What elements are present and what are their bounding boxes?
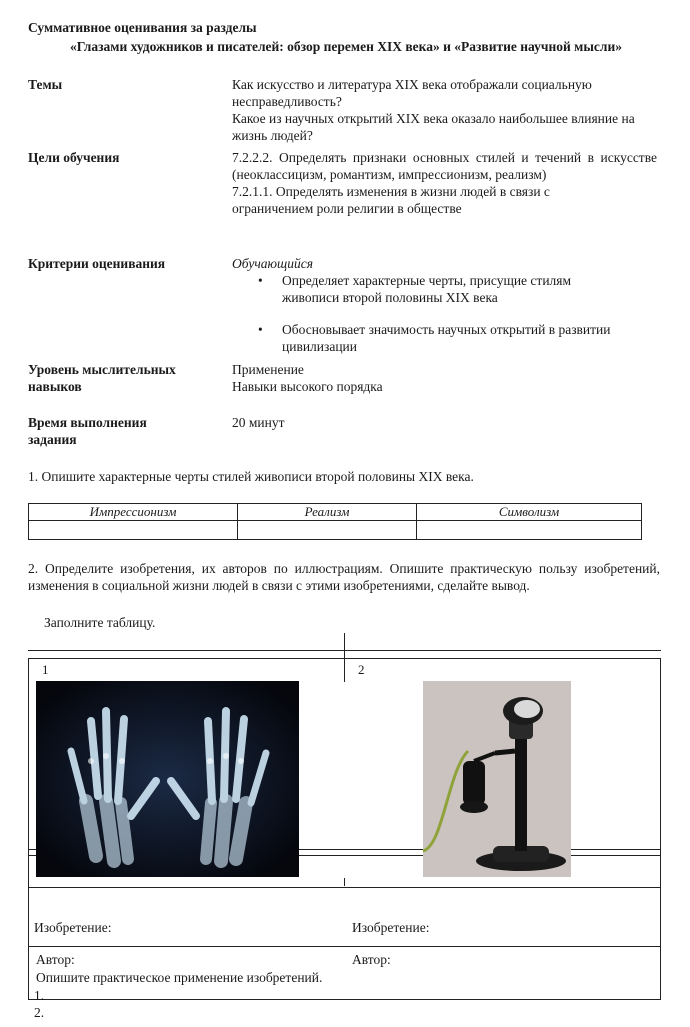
table-answer-cell[interactable]: [238, 521, 417, 540]
table-divider: [344, 878, 345, 886]
table-divider: [28, 999, 661, 1000]
table-divider: [344, 658, 345, 682]
criteria-subject: Обучающийся: [232, 256, 314, 271]
table-divider: [28, 887, 661, 888]
goal-item: 7.2.1.1. Определять изменения в жизни людей в связи с ограничением роли религии в обществе: [232, 184, 550, 216]
answer-item-1: 1.: [34, 988, 45, 1003]
fill-table-instruction: Заполните таблицу.: [44, 615, 156, 630]
topics-label: Темы: [28, 77, 63, 92]
styles-table: [28, 503, 642, 540]
cell-number-1: 1: [42, 662, 49, 677]
time-label: Время выполнения задания: [28, 415, 147, 447]
practical-use-prompt: Опишите практическое применение изобретений.: [36, 970, 323, 985]
author-label-1: Автор:: [36, 952, 75, 967]
task2-text: 2. Определите изобретения, их авторов по иллюстрациям. Опишите практическую пользу изобретений, изменения в социальной жизни людей в связи с этими изобретениями, сделайте вывод.: [28, 561, 660, 593]
table-header-cell: Символизм: [417, 504, 642, 521]
table-row[interactable]: [29, 521, 642, 540]
table-row: [29, 504, 642, 521]
level-item: Навыки высокого порядка: [232, 379, 383, 394]
topic-item: Как искусство и литература XIX века отображали социальную несправедливость?: [232, 77, 592, 109]
criteria-item-text: Обосновывает значимость научных открытий в развитии цивилизации: [282, 322, 611, 354]
bullet-icon: •: [258, 322, 263, 337]
criteria-item: [232, 272, 626, 306]
criteria-list: [232, 272, 662, 355]
answer-item-2: 2.: [34, 1005, 45, 1020]
table-divider: [344, 633, 345, 659]
topic-item: Какое из научных открытий XIX века оказало наибольшее влияние на жизнь людей?: [232, 111, 635, 143]
author-label-2: Автор:: [352, 952, 391, 967]
candlestick-telephone-icon: [423, 681, 571, 877]
goals-value: [232, 149, 662, 217]
table-header-cell: Импрессионизм: [29, 504, 238, 521]
table-answer-cell[interactable]: [417, 521, 642, 540]
goals-label: Цели обучения: [28, 150, 120, 165]
table-answer-cell[interactable]: [29, 521, 238, 540]
level-item: Применение: [232, 362, 304, 377]
criteria-item-text: Определяет характерные черты, присущие стилям живописи второй половины XIX века: [282, 273, 572, 305]
invention-label-2: Изобретение:: [352, 920, 430, 935]
document-title: Суммативное оценивания за разделы: [28, 20, 257, 35]
table-divider: [28, 658, 29, 1000]
table-divider: [28, 946, 661, 947]
telephone-image: [423, 681, 571, 877]
table-divider: [660, 658, 661, 1000]
table-divider: [28, 650, 661, 651]
time-value: 20 минут: [232, 415, 285, 430]
bullet-icon: •: [258, 273, 263, 288]
criteria-value: [232, 255, 662, 355]
invention-label-1: Изобретение:: [34, 920, 112, 935]
cell-number-2: 2: [358, 662, 365, 677]
level-label: Уровень мыслительных навыков: [28, 362, 176, 394]
xray-hands-image: [36, 681, 299, 877]
level-value: [232, 361, 662, 395]
criteria-item: [232, 321, 616, 355]
criteria-label: Критерии оценивания: [28, 256, 166, 271]
topics-value: [232, 76, 662, 144]
task1-text: 1. Опишите характерные черты стилей живописи второй половины XIX века.: [28, 469, 474, 484]
document-subtitle: «Глазами художников и писателей: обзор перемен XIX века» и «Развитие научной мысли»: [69, 39, 622, 54]
table-header-cell: Реализм: [238, 504, 417, 521]
goal-item: 7.2.2.2. Определять признаки основных стилей и течений в искусстве (неоклассицизм, романтизм, импрессионизм, реализм): [232, 150, 657, 182]
xray-hands-icon: [36, 681, 299, 877]
